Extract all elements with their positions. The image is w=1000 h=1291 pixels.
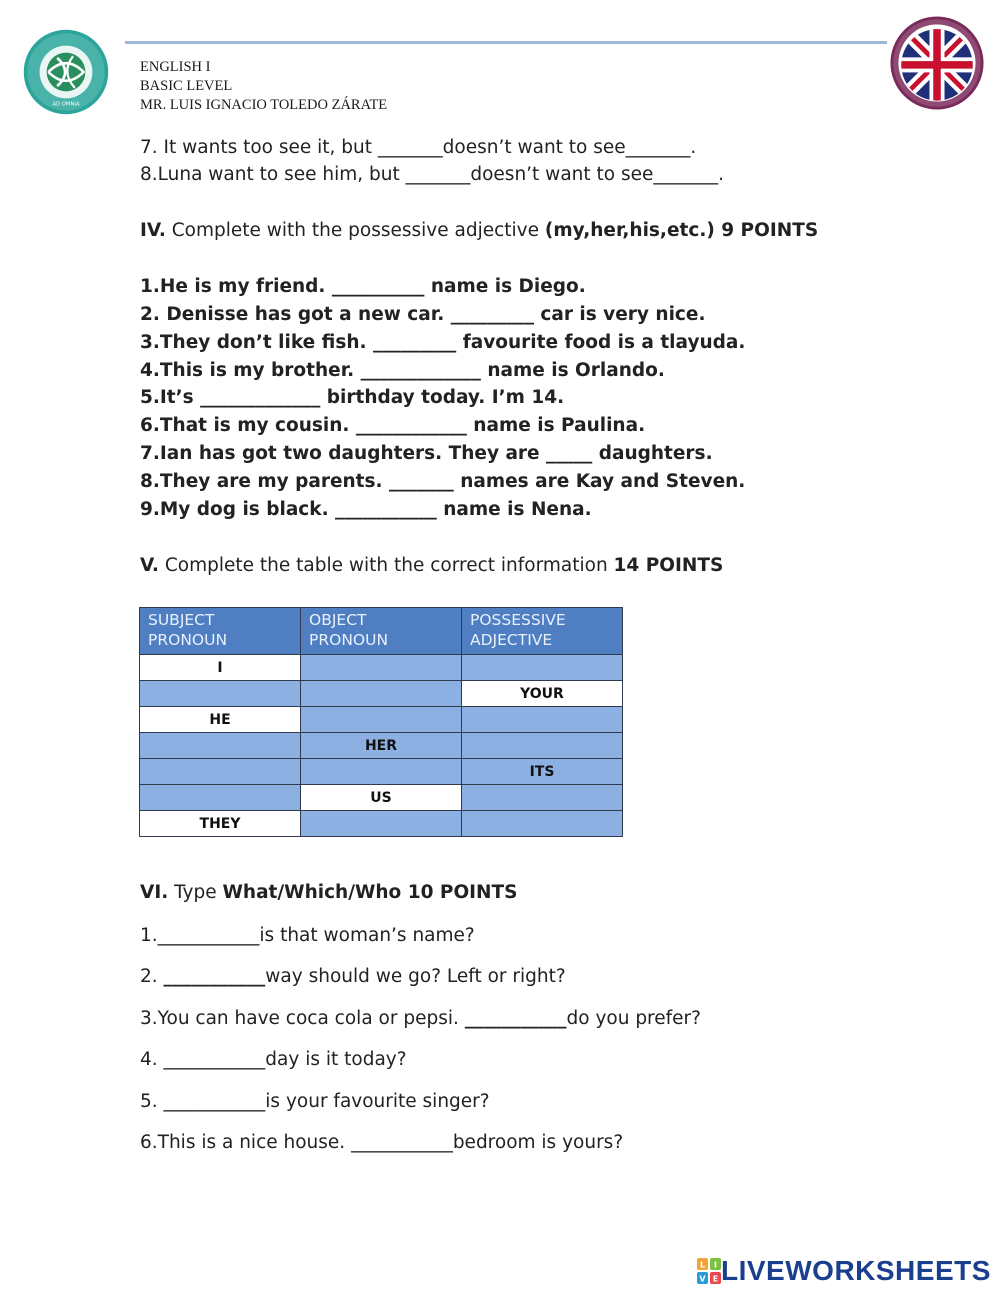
question-VI-2: 2. ___________way should we go? Left or right? [140,966,566,987]
table-cell-given: I [140,655,301,681]
svg-text:AD OMNIA: AD OMNIA [52,101,80,108]
table-cell-answer[interactable] [462,785,623,811]
table-cell-answer[interactable] [301,811,462,837]
answer-blank[interactable]: ___________ [163,1091,266,1112]
section-VI-instruction: Type [168,882,223,903]
section-VI-heading [140,882,517,903]
svg-text:E: E [712,1274,719,1284]
table-row [140,681,623,707]
question-VI-4: 4. ___________day is it today? [140,1049,407,1070]
question-VI-5: 5. ___________is your favourite singer? [140,1091,490,1112]
svg-text:V: V [699,1274,706,1284]
section-V-heading [140,555,723,576]
table-cell-answer[interactable] [462,733,623,759]
table-cell-given: HE [140,707,301,733]
question-IV-5: 5.It’s _____________ birthday today. I’m 14. [140,387,565,408]
answer-blank[interactable]: ___________ [163,966,266,987]
question-IV-7: 7.Ian has got two daughters. They are _____ daughters. [140,443,713,464]
teacher-name: MR. LUIS IGNACIO TOLEDO ZÁRATE [140,97,388,113]
question-VI-1: 1.___________is that woman’s name? [140,925,475,946]
question-IV-4: 4.This is my brother. _____________ name is Orlando. [140,360,665,381]
section-V-instruction: Complete the table with the correct information [158,555,614,576]
header-object-pronoun: OBJECT PRONOUN [301,608,462,655]
question-III-7: 7. It wants too see it, but _______doesn’t want to see_______. [140,137,697,158]
table-row [140,707,623,733]
table-cell-answer[interactable] [140,759,301,785]
table-cell-given: YOUR [462,681,623,707]
question-IV-6: 6.That is my cousin. ____________ name is Paulina. [140,415,646,436]
liveworksheets-logo-icon [697,1258,721,1284]
question-IV-9: 9.My dog is black. ___________ name is Nena. [140,499,592,520]
svg-text:I: I [714,1260,717,1270]
course-level: BASIC LEVEL [140,78,233,94]
table-cell-answer[interactable] [301,759,462,785]
table-cell-given: THEY [140,811,301,837]
question-VI-3: 3.You can have coca cola or pepsi. ___________do you prefer? [140,1008,701,1029]
answer-blank[interactable]: ___________ [163,1049,266,1070]
answer-blank[interactable]: ___________ [464,1008,567,1029]
table-cell-given: ITS [462,759,623,785]
table-cell-answer[interactable] [301,707,462,733]
section-VI-number: VI. [140,882,169,903]
table-header-row [140,608,623,655]
section-IV-hint: (my,her,his,etc.) 9 POINTS [544,220,819,241]
question-IV-2: 2. Denisse has got a new car. _________ car is very nice. [140,304,706,325]
table-cell-given: US [301,785,462,811]
liveworksheets-brand[interactable] [697,1255,991,1287]
table-cell-answer[interactable] [301,681,462,707]
question-IV-3: 3.They don’t like fish. _________ favourite food is a tlayuda. [140,332,746,353]
section-IV-number: IV. [140,220,166,241]
table-cell-answer[interactable] [462,655,623,681]
section-IV-heading [140,220,818,241]
table-row [140,655,623,681]
question-VI-6: 6.This is a nice house. ___________bedroom is yours? [140,1132,624,1153]
answer-blank[interactable]: ___________ [351,1132,453,1153]
answer-blank[interactable]: ___________ [157,925,260,946]
table-cell-answer[interactable] [140,785,301,811]
pronoun-table [139,607,623,837]
table-cell-answer[interactable] [462,707,623,733]
liveworksheets-wordmark: LIVEWORKSHEETS [721,1255,991,1286]
table-cell-answer[interactable] [301,655,462,681]
course-name: ENGLISH I [140,59,211,75]
teacher-logo [890,16,984,110]
table-cell-answer[interactable] [140,733,301,759]
table-row [140,733,623,759]
header-possessive-adjective: POSSESSIVE ADJECTIVE [462,608,623,655]
table-cell-answer[interactable] [140,681,301,707]
svg-text:L: L [699,1260,706,1270]
table-row [140,785,623,811]
header-divider [125,41,887,44]
table-row [140,811,623,837]
school-logo [22,28,110,116]
table-cell-answer[interactable] [462,811,623,837]
question-III-8: 8.Luna want to see him, but _______doesn’t want to see_______. [140,164,724,185]
section-IV-instruction: Complete with the possessive adjective [165,220,545,241]
question-IV-1: 1.He is my friend. __________ name is Diego. [140,276,586,297]
section-V-points: 14 POINTS [613,555,724,576]
question-IV-8: 8.They are my parents. _______ names are Kay and Steven. [140,471,746,492]
header-subject-pronoun: SUBJECT PRONOUN [140,608,301,655]
section-V-number: V. [140,555,159,576]
table-cell-given: HER [301,733,462,759]
section-VI-hint: What/Which/Who 10 POINTS [222,882,518,903]
table-row [140,759,623,785]
